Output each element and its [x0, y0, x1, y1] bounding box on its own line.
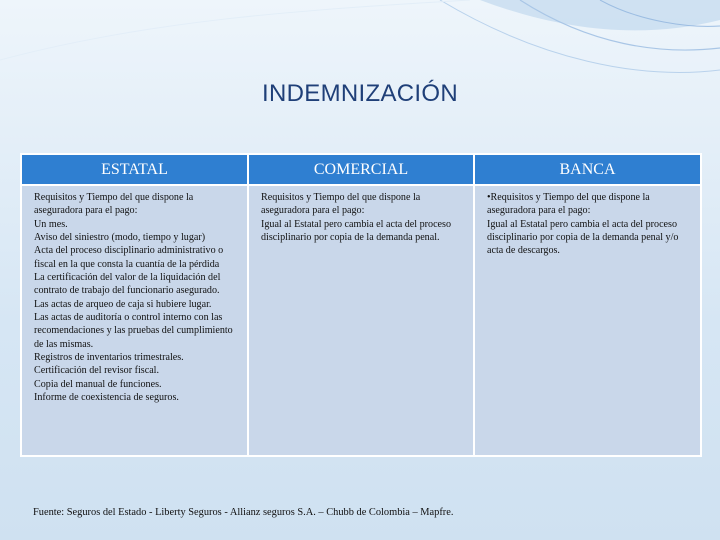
estatal-line: Requisitos y Tiempo del que dispone la aseguradora para el pago:: [34, 192, 194, 217]
estatal-cell: [22, 185, 248, 455]
column-header-comercial: COMERCIAL: [248, 155, 474, 185]
requirements-table: [22, 155, 700, 455]
estatal-line: Certificación del revisor fiscal.: [34, 365, 159, 377]
source-footnote: Fuente: Seguros del Estado - Liberty Seguros - Allianz seguros S.A. – Chubb de Colombia – Mapfre.: [33, 507, 454, 518]
comercial-line: Requisitos y Tiempo del que dispone la aseguradora para el pago:: [261, 192, 421, 217]
estatal-line: Aviso del siniestro (modo, tiempo y lugar): [34, 232, 206, 244]
requirements-table-panel: [20, 153, 702, 457]
comercial-line: Igual al Estatal pero cambia el acta del proceso disciplinario por copia de la demanda penal.: [261, 218, 452, 244]
banca-cell: [474, 185, 700, 455]
estatal-line: Informe de coexistencia de seguros.: [34, 392, 179, 404]
column-header-banca: BANCA: [474, 155, 700, 185]
estatal-line: Un mes.: [34, 218, 68, 230]
estatal-line: Las actas de auditoría o control interno con las recomendaciones y las pruebas del cumplimiento de las mismas.: [34, 312, 233, 350]
slide-title: INDEMNIZACIÓN: [262, 80, 458, 107]
estatal-line: Registros de inventarios trimestrales.: [34, 352, 184, 364]
column-header-estatal: ESTATAL: [22, 155, 248, 185]
estatal-line: Acta del proceso disciplinario administrativo o fiscal en la que consta la cuantía de la pérdida: [34, 245, 224, 270]
estatal-line: Copia del manual de funciones.: [34, 378, 162, 390]
comercial-cell: [248, 185, 474, 455]
table-header-row: [22, 155, 700, 185]
banca-line: •Requisitos y Tiempo del que dispone la aseguradora para el pago:: [487, 192, 650, 217]
banca-line: Igual al Estatal pero cambia el acta del proceso disciplinario por copia de la demanda penal y/o acta de descargos.: [487, 218, 679, 257]
estatal-line: La certificación del valor de la liquidación del contrato de trabajo del funcionario asegurado.: [34, 272, 221, 297]
estatal-line: Las actas de arqueo de caja si hubiere lugar.: [34, 298, 212, 310]
table-row: [22, 185, 700, 455]
